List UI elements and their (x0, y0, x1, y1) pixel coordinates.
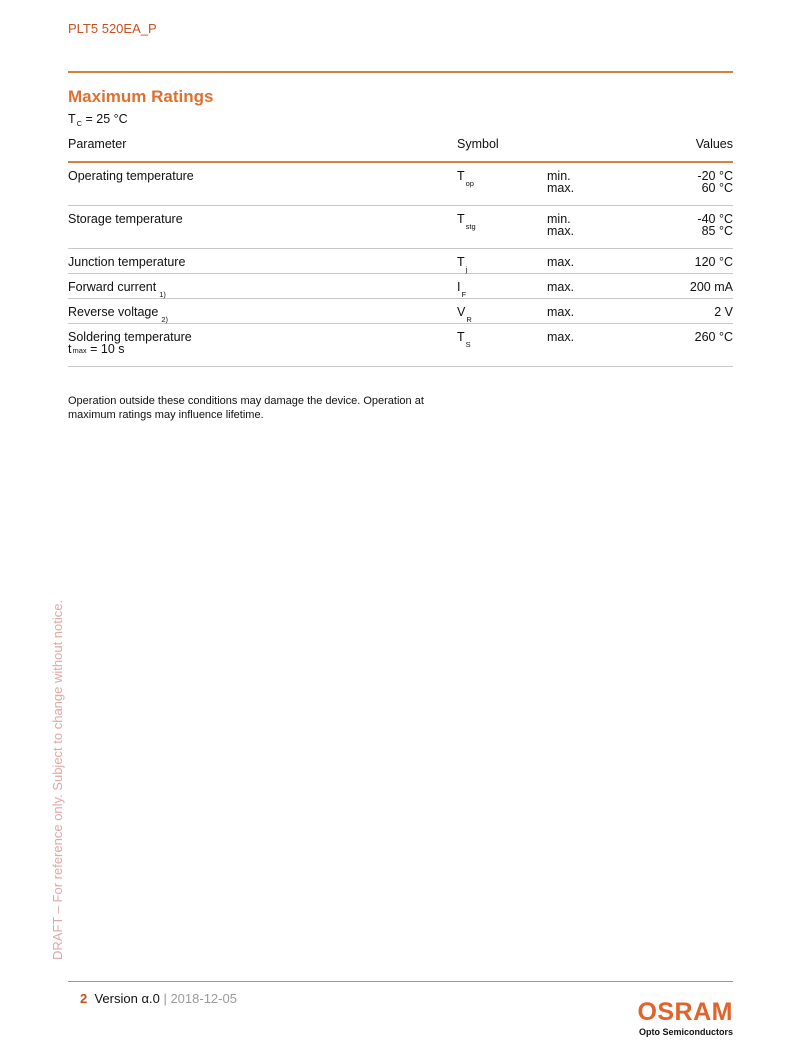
parameter-name: Operating temperature (68, 169, 194, 183)
header-divider (68, 71, 733, 73)
version-label: Version α.0 (94, 991, 160, 1006)
draft-watermark: DRAFT – For reference only. Subject to change without notice. (50, 599, 65, 960)
operation-note: Operation outside these conditions may damage the device. Operation at maximum ratings may influence lifetime. (68, 395, 424, 421)
parameter-name: Storage temperature (68, 212, 183, 226)
condition-value: = 25 °C (82, 112, 128, 126)
logo-wordmark: OSRAM (637, 998, 733, 1026)
column-header-parameter: Parameter (68, 137, 127, 151)
limit-value: 200 mA (689, 280, 733, 294)
logo-tagline: Opto Semiconductors (638, 1027, 733, 1037)
table-row (68, 206, 733, 249)
footnote-ref: 1) (159, 290, 166, 299)
parameter-symbol: $T_j$ (457, 255, 468, 274)
limit-type: max. (547, 181, 575, 195)
limit-type: min. (547, 169, 571, 183)
document-date: 2018-12-05 (170, 991, 237, 1006)
parameter-symbol: $V_R$ (457, 305, 472, 324)
test-condition (68, 112, 128, 126)
column-header-symbol: Symbol (457, 137, 499, 151)
limit-type: max. (547, 305, 575, 319)
page-footer (80, 991, 237, 1006)
limit-type: max. (547, 330, 575, 344)
document-id: PLT5 520EA_P (68, 21, 157, 36)
limit-type: max. (547, 224, 575, 238)
limit-value: 60 °C (701, 181, 733, 195)
limit-value: 260 °C (694, 330, 733, 344)
section-title: Maximum Ratings (68, 87, 214, 106)
limit-type: min. (547, 212, 571, 226)
condition-symbol: T (68, 112, 76, 126)
table-row (68, 324, 733, 367)
osram-logo (637, 1000, 733, 1037)
condition-subscript: C (76, 119, 83, 128)
footer-divider (68, 981, 733, 982)
limit-value: -20 °C (697, 169, 733, 183)
parameter-symbol: $T_{op}$ (457, 169, 474, 188)
parameter-condition: tmax = 10 s (68, 342, 125, 356)
parameter-name: Soldering temperature (68, 330, 192, 344)
table-header (68, 134, 733, 163)
footnote-ref: 2) (161, 315, 168, 324)
footer-separator: | (163, 991, 167, 1006)
parameter-name: Forward current$_{1)}$ (68, 280, 166, 299)
parameter-name: Reverse voltage$_{2)}$ (68, 305, 168, 324)
column-header-values: Values (695, 137, 733, 151)
table-row (68, 163, 733, 206)
limit-type: max. (547, 280, 575, 294)
limit-value: -40 °C (697, 212, 733, 226)
limit-value: 120 °C (694, 255, 733, 269)
parameter-symbol: $T_{stg}$ (457, 212, 476, 231)
limit-type: max. (547, 255, 575, 269)
table-row (68, 249, 733, 274)
parameter-symbol: $I_F$ (457, 280, 467, 299)
parameter-symbol: $T_S$ (457, 330, 471, 349)
table-row (68, 274, 733, 299)
limit-value: 85 °C (701, 224, 733, 238)
ratings-table (68, 134, 733, 367)
limit-value: 2 V (714, 305, 733, 319)
parameter-name: Junction temperature (68, 255, 186, 269)
page-number: 2 (80, 991, 88, 1006)
table-row (68, 299, 733, 324)
